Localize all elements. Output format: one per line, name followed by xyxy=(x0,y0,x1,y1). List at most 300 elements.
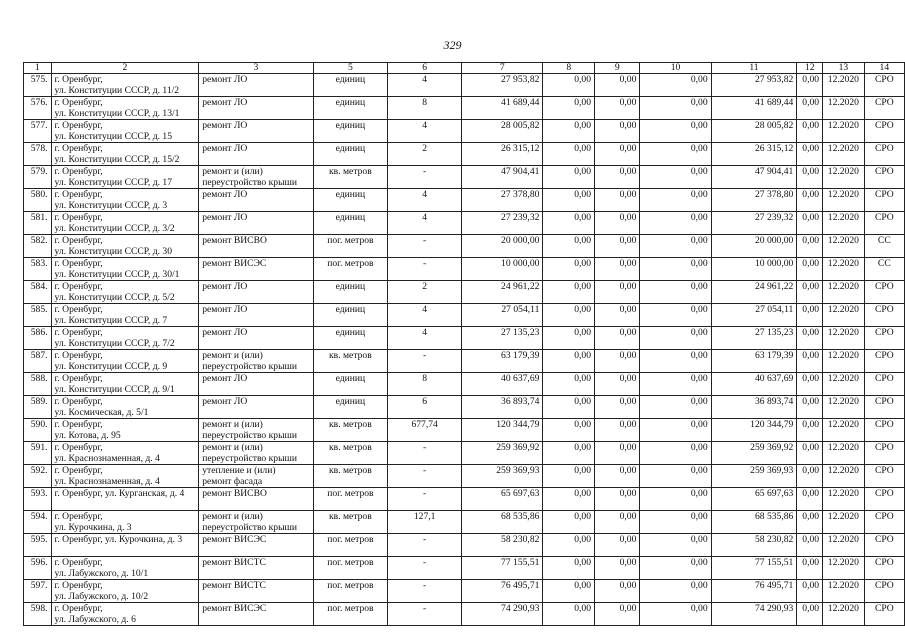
address-line-2: ул. Конституции СССР, д. 30 xyxy=(54,246,172,257)
address-line-1: г. Оренбург, xyxy=(54,396,103,407)
col8-cell: 0,00 xyxy=(543,235,595,258)
address-line-2: ул. Лабужского, д. 6 xyxy=(54,614,136,625)
row-number: 576. xyxy=(24,97,52,120)
completion-date-cell: 12.2020 xyxy=(823,327,865,350)
unit-cell: единиц xyxy=(313,281,387,304)
work-line-2: переустройство крыши xyxy=(202,430,298,441)
col11-cell: 65 697,63 xyxy=(711,488,797,511)
funding-source-cell: СРО xyxy=(864,373,904,396)
col9-cell: 0,00 xyxy=(595,603,640,626)
table-row xyxy=(24,465,905,488)
row-number: 578. xyxy=(24,143,52,166)
unit-cell: кв. метров xyxy=(313,350,387,373)
col12-cell: 0,00 xyxy=(797,97,823,120)
table-body xyxy=(24,63,905,626)
unit-cell: пог. метров xyxy=(313,580,387,603)
work-line-1: ремонт ВИСВО xyxy=(202,235,267,246)
completion-date-cell: 12.2020 xyxy=(823,258,865,281)
address-line-2: ул. Котова, д. 95 xyxy=(54,430,121,441)
col9-cell: 0,00 xyxy=(595,120,640,143)
column-number-header: 7 xyxy=(462,63,543,74)
col8-cell: 0,00 xyxy=(543,350,595,373)
row-number: 589. xyxy=(24,396,52,419)
work-line-2: ремонт фасада xyxy=(202,476,263,487)
total-cost-cell: 10 000,00 xyxy=(462,258,543,281)
row-number: 590. xyxy=(24,419,52,442)
col11-cell: 74 290,93 xyxy=(711,603,797,626)
unit-cell: кв. метров xyxy=(313,166,387,189)
funding-source-cell: СРО xyxy=(864,580,904,603)
funding-source-cell: СРО xyxy=(864,189,904,212)
address-cell xyxy=(51,442,199,465)
address-line-2: ул. Конституции СССР, д. 11/2 xyxy=(54,85,180,96)
work-line-1: ремонт ЛО xyxy=(202,212,248,223)
column-number-header: 11 xyxy=(711,63,797,74)
table-row xyxy=(24,120,905,143)
col9-cell: 0,00 xyxy=(595,373,640,396)
col10-cell: 0,00 xyxy=(640,304,711,327)
col10-cell: 0,00 xyxy=(640,419,711,442)
completion-date-cell: 12.2020 xyxy=(823,580,865,603)
table-row xyxy=(24,557,905,580)
row-number: 583. xyxy=(24,258,52,281)
column-number-header: 1 xyxy=(24,63,52,74)
col11-cell: 259 369,93 xyxy=(711,465,797,488)
address-cell xyxy=(51,327,199,350)
col11-cell: 36 893,74 xyxy=(711,396,797,419)
col8-cell: 0,00 xyxy=(543,419,595,442)
col11-cell: 76 495,71 xyxy=(711,580,797,603)
work-type-cell xyxy=(199,189,313,212)
address-cell xyxy=(51,534,199,557)
row-number: 585. xyxy=(24,304,52,327)
col9-cell: 0,00 xyxy=(595,212,640,235)
col9-cell: 0,00 xyxy=(595,511,640,534)
col11-cell: 63 179,39 xyxy=(711,350,797,373)
funding-source-cell: СРО xyxy=(864,143,904,166)
quantity-cell: - xyxy=(388,350,462,373)
work-type-cell xyxy=(199,350,313,373)
col9-cell: 0,00 xyxy=(595,534,640,557)
address-line-2: ул. Лабужского, д. 10/1 xyxy=(54,568,149,579)
col10-cell: 0,00 xyxy=(640,120,711,143)
col12-cell: 0,00 xyxy=(797,396,823,419)
col9-cell: 0,00 xyxy=(595,465,640,488)
unit-cell: единиц xyxy=(313,373,387,396)
total-cost-cell: 65 697,63 xyxy=(462,488,543,511)
col12-cell: 0,00 xyxy=(797,166,823,189)
completion-date-cell: 12.2020 xyxy=(823,304,865,327)
funding-source-cell: СРО xyxy=(864,74,904,97)
quantity-cell: 4 xyxy=(388,304,462,327)
row-number: 596. xyxy=(24,557,52,580)
col11-cell: 259 369,92 xyxy=(711,442,797,465)
row-number: 595. xyxy=(24,534,52,557)
work-type-cell xyxy=(199,235,313,258)
table-row xyxy=(24,97,905,120)
completion-date-cell: 12.2020 xyxy=(823,511,865,534)
total-cost-cell: 68 535,86 xyxy=(462,511,543,534)
work-type-cell xyxy=(199,143,313,166)
col11-cell: 77 155,51 xyxy=(711,557,797,580)
funding-source-cell: СРО xyxy=(864,304,904,327)
col12-cell: 0,00 xyxy=(797,580,823,603)
col10-cell: 0,00 xyxy=(640,97,711,120)
completion-date-cell: 12.2020 xyxy=(823,281,865,304)
total-cost-cell: 24 961,22 xyxy=(462,281,543,304)
col8-cell: 0,00 xyxy=(543,511,595,534)
work-type-cell xyxy=(199,74,313,97)
unit-cell: кв. метров xyxy=(313,419,387,442)
funding-source-cell: СРО xyxy=(864,511,904,534)
row-number: 586. xyxy=(24,327,52,350)
address-cell xyxy=(51,212,199,235)
work-line-2: переустройство крыши xyxy=(202,522,298,533)
col8-cell: 0,00 xyxy=(543,396,595,419)
col8-cell: 0,00 xyxy=(543,212,595,235)
address-line-1: г. Оренбург, xyxy=(54,74,103,85)
row-number: 591. xyxy=(24,442,52,465)
table-row xyxy=(24,511,905,534)
address-line-2: ул. Космическая, д. 5/1 xyxy=(54,407,149,418)
total-cost-cell: 27 239,32 xyxy=(462,212,543,235)
work-line-1: ремонт и (или) xyxy=(202,442,263,453)
col9-cell: 0,00 xyxy=(595,74,640,97)
quantity-cell: - xyxy=(388,166,462,189)
work-line-1: ремонт ЛО xyxy=(202,189,248,200)
address-line-1: г. Оренбург, xyxy=(54,120,103,131)
address-line-1: г. Оренбург, xyxy=(54,465,103,476)
col12-cell: 0,00 xyxy=(797,281,823,304)
quantity-cell: 4 xyxy=(388,327,462,350)
funding-source-cell: СРО xyxy=(864,212,904,235)
col8-cell: 0,00 xyxy=(543,189,595,212)
total-cost-cell: 40 637,69 xyxy=(462,373,543,396)
address-line-1: г. Оренбург, ул. Курганская, д. 4 xyxy=(54,488,185,499)
col10-cell: 0,00 xyxy=(640,327,711,350)
completion-date-cell: 12.2020 xyxy=(823,74,865,97)
address-cell xyxy=(51,580,199,603)
funding-source-cell: СРО xyxy=(864,442,904,465)
table-row xyxy=(24,603,905,626)
work-type-cell xyxy=(199,534,313,557)
funding-source-cell: СРО xyxy=(864,419,904,442)
col10-cell: 0,00 xyxy=(640,511,711,534)
unit-cell: пог. метров xyxy=(313,603,387,626)
table-row xyxy=(24,488,905,511)
col12-cell: 0,00 xyxy=(797,350,823,373)
col11-cell: 68 535,86 xyxy=(711,511,797,534)
address-line-2: ул. Конституции СССР, д. 13/1 xyxy=(54,108,180,119)
col8-cell: 0,00 xyxy=(543,442,595,465)
address-cell xyxy=(51,189,199,212)
col9-cell: 0,00 xyxy=(595,488,640,511)
quantity-cell: 4 xyxy=(388,189,462,212)
completion-date-cell: 12.2020 xyxy=(823,603,865,626)
col10-cell: 0,00 xyxy=(640,557,711,580)
quantity-cell: - xyxy=(388,580,462,603)
table-row xyxy=(24,74,905,97)
col9-cell: 0,00 xyxy=(595,189,640,212)
unit-cell: пог. метров xyxy=(313,557,387,580)
row-number: 592. xyxy=(24,465,52,488)
quantity-cell: 4 xyxy=(388,120,462,143)
work-line-1: ремонт и (или) xyxy=(202,511,263,522)
col8-cell: 0,00 xyxy=(543,603,595,626)
work-line-1: ремонт ЛО xyxy=(202,74,248,85)
address-cell xyxy=(51,557,199,580)
quantity-cell: 127,1 xyxy=(388,511,462,534)
col12-cell: 0,00 xyxy=(797,258,823,281)
total-cost-cell: 41 689,44 xyxy=(462,97,543,120)
unit-cell: единиц xyxy=(313,97,387,120)
col9-cell: 0,00 xyxy=(595,557,640,580)
total-cost-cell: 120 344,79 xyxy=(462,419,543,442)
address-line-2: ул. Краснознаменная, д. 4 xyxy=(54,476,160,487)
address-line-1: г. Оренбург, xyxy=(54,557,103,568)
col12-cell: 0,00 xyxy=(797,327,823,350)
col10-cell: 0,00 xyxy=(640,74,711,97)
column-number-header: 6 xyxy=(388,63,462,74)
col10-cell: 0,00 xyxy=(640,580,711,603)
work-line-1: ремонт и (или) xyxy=(202,350,263,361)
address-line-2: ул. Конституции СССР, д. 3/2 xyxy=(54,223,175,234)
total-cost-cell: 259 369,93 xyxy=(462,465,543,488)
col12-cell: 0,00 xyxy=(797,143,823,166)
column-number-row xyxy=(24,63,905,74)
quantity-cell: 2 xyxy=(388,281,462,304)
work-line-2: переустройство крыши xyxy=(202,361,298,372)
work-type-cell xyxy=(199,603,313,626)
col8-cell: 0,00 xyxy=(543,488,595,511)
total-cost-cell: 26 315,12 xyxy=(462,143,543,166)
table-row xyxy=(24,258,905,281)
work-type-cell xyxy=(199,557,313,580)
column-number-header: 3 xyxy=(199,63,313,74)
col10-cell: 0,00 xyxy=(640,189,711,212)
table-row xyxy=(24,396,905,419)
col9-cell: 0,00 xyxy=(595,396,640,419)
col9-cell: 0,00 xyxy=(595,258,640,281)
quantity-cell: 677,74 xyxy=(388,419,462,442)
address-line-1: г. Оренбург, xyxy=(54,327,103,338)
col11-cell: 20 000,00 xyxy=(711,235,797,258)
table-row xyxy=(24,235,905,258)
col8-cell: 0,00 xyxy=(543,143,595,166)
col9-cell: 0,00 xyxy=(595,304,640,327)
work-line-1: ремонт и (или) xyxy=(202,166,263,177)
unit-cell: единиц xyxy=(313,74,387,97)
address-cell xyxy=(51,396,199,419)
quantity-cell: - xyxy=(388,258,462,281)
col10-cell: 0,00 xyxy=(640,442,711,465)
completion-date-cell: 12.2020 xyxy=(823,442,865,465)
address-cell xyxy=(51,511,199,534)
unit-cell: кв. метров xyxy=(313,442,387,465)
col11-cell: 27 239,32 xyxy=(711,212,797,235)
work-line-1: утепление и (или) xyxy=(202,465,276,476)
work-type-cell xyxy=(199,212,313,235)
col12-cell: 0,00 xyxy=(797,534,823,557)
address-cell xyxy=(51,603,199,626)
completion-date-cell: 12.2020 xyxy=(823,189,865,212)
quantity-cell: - xyxy=(388,603,462,626)
quantity-cell: 6 xyxy=(388,396,462,419)
quantity-cell: - xyxy=(388,488,462,511)
table-row xyxy=(24,350,905,373)
address-line-2: ул. Курочкина, д. 3 xyxy=(54,522,132,533)
column-number-header: 10 xyxy=(640,63,711,74)
address-cell xyxy=(51,304,199,327)
col8-cell: 0,00 xyxy=(543,327,595,350)
total-cost-cell: 27 953,82 xyxy=(462,74,543,97)
col9-cell: 0,00 xyxy=(595,327,640,350)
address-cell xyxy=(51,258,199,281)
address-line-2: ул. Конституции СССР, д. 7/2 xyxy=(54,338,175,349)
address-line-2: ул. Конституции СССР, д. 5/2 xyxy=(54,292,175,303)
address-line-1: г. Оренбург, xyxy=(54,304,103,315)
table-row xyxy=(24,212,905,235)
completion-date-cell: 12.2020 xyxy=(823,143,865,166)
address-line-1: г. Оренбург, xyxy=(54,258,103,269)
col12-cell: 0,00 xyxy=(797,603,823,626)
col11-cell: 47 904,41 xyxy=(711,166,797,189)
quantity-cell: - xyxy=(388,442,462,465)
address-cell xyxy=(51,465,199,488)
table-row xyxy=(24,580,905,603)
work-line-1: ремонт ЛО xyxy=(202,304,248,315)
column-number-header: 14 xyxy=(864,63,904,74)
work-type-cell xyxy=(199,488,313,511)
work-line-1: ремонт ЛО xyxy=(202,143,248,154)
address-cell xyxy=(51,166,199,189)
column-number-header: 12 xyxy=(797,63,823,74)
col12-cell: 0,00 xyxy=(797,511,823,534)
col10-cell: 0,00 xyxy=(640,488,711,511)
work-line-1: ремонт ВИСТС xyxy=(202,580,266,591)
address-line-1: г. Оренбург, xyxy=(54,166,103,177)
col8-cell: 0,00 xyxy=(543,534,595,557)
unit-cell: пог. метров xyxy=(313,235,387,258)
unit-cell: единиц xyxy=(313,189,387,212)
total-cost-cell: 76 495,71 xyxy=(462,580,543,603)
address-line-2: ул. Конституции СССР, д. 30/1 xyxy=(54,269,180,280)
table-row xyxy=(24,166,905,189)
col10-cell: 0,00 xyxy=(640,212,711,235)
col8-cell: 0,00 xyxy=(543,304,595,327)
address-line-2: ул. Лабужского, д. 10/2 xyxy=(54,591,149,602)
total-cost-cell: 63 179,39 xyxy=(462,350,543,373)
col8-cell: 0,00 xyxy=(543,166,595,189)
work-line-1: ремонт ЛО xyxy=(202,373,248,384)
row-number: 575. xyxy=(24,74,52,97)
address-line-1: г. Оренбург, xyxy=(54,511,103,522)
unit-cell: единиц xyxy=(313,327,387,350)
address-line-1: г. Оренбург, xyxy=(54,143,103,154)
address-line-2: ул. Конституции СССР, д. 17 xyxy=(54,177,172,188)
table-row xyxy=(24,189,905,212)
col8-cell: 0,00 xyxy=(543,97,595,120)
total-cost-cell: 27 135,23 xyxy=(462,327,543,350)
col12-cell: 0,00 xyxy=(797,373,823,396)
funding-source-cell: СС xyxy=(864,258,904,281)
completion-date-cell: 12.2020 xyxy=(823,235,865,258)
row-number: 594. xyxy=(24,511,52,534)
col9-cell: 0,00 xyxy=(595,350,640,373)
row-number: 580. xyxy=(24,189,52,212)
address-line-2: ул. Конституции СССР, д. 15 xyxy=(54,131,172,142)
address-cell xyxy=(51,281,199,304)
row-number: 588. xyxy=(24,373,52,396)
address-line-1: г. Оренбург, xyxy=(54,212,103,223)
table-row xyxy=(24,304,905,327)
completion-date-cell: 12.2020 xyxy=(823,373,865,396)
col10-cell: 0,00 xyxy=(640,143,711,166)
col8-cell: 0,00 xyxy=(543,557,595,580)
total-cost-cell: 77 155,51 xyxy=(462,557,543,580)
address-line-1: г. Оренбург, xyxy=(54,373,103,384)
address-cell xyxy=(51,74,199,97)
work-type-cell xyxy=(199,304,313,327)
quantity-cell: - xyxy=(388,534,462,557)
col11-cell: 120 344,79 xyxy=(711,419,797,442)
col10-cell: 0,00 xyxy=(640,603,711,626)
row-number: 584. xyxy=(24,281,52,304)
address-cell xyxy=(51,120,199,143)
address-line-1: г. Оренбург, xyxy=(54,419,103,430)
quantity-cell: 4 xyxy=(388,212,462,235)
address-cell xyxy=(51,143,199,166)
completion-date-cell: 12.2020 xyxy=(823,166,865,189)
funding-source-cell: СРО xyxy=(864,557,904,580)
table-row xyxy=(24,143,905,166)
completion-date-cell: 12.2020 xyxy=(823,534,865,557)
work-type-cell xyxy=(199,373,313,396)
work-type-cell xyxy=(199,419,313,442)
page-number: 329 xyxy=(443,38,462,52)
work-type-cell xyxy=(199,120,313,143)
col8-cell: 0,00 xyxy=(543,258,595,281)
address-line-1: г. Оренбург, ул. Курочкина, д. 3 xyxy=(54,534,183,545)
col10-cell: 0,00 xyxy=(640,281,711,304)
work-type-cell xyxy=(199,442,313,465)
work-line-1: ремонт и (или) xyxy=(202,419,263,430)
total-cost-cell: 74 290,93 xyxy=(462,603,543,626)
table-row xyxy=(24,442,905,465)
work-line-1: ремонт ЛО xyxy=(202,281,248,292)
address-line-1: г. Оренбург, xyxy=(54,235,103,246)
address-line-2: ул. Конституции СССР, д. 9/1 xyxy=(54,384,175,395)
funding-source-cell: СРО xyxy=(864,97,904,120)
col11-cell: 26 315,12 xyxy=(711,143,797,166)
address-line-2: ул. Конституции СССР, д. 15/2 xyxy=(54,154,180,165)
work-type-cell xyxy=(199,327,313,350)
total-cost-cell: 47 904,41 xyxy=(462,166,543,189)
col10-cell: 0,00 xyxy=(640,465,711,488)
work-line-1: ремонт ЛО xyxy=(202,120,248,131)
work-type-cell xyxy=(199,511,313,534)
funding-source-cell: СРО xyxy=(864,350,904,373)
col12-cell: 0,00 xyxy=(797,189,823,212)
col10-cell: 0,00 xyxy=(640,258,711,281)
address-line-2: ул. Конституции СССР, д. 9 xyxy=(54,361,168,372)
table-row xyxy=(24,373,905,396)
address-line-1: г. Оренбург, xyxy=(54,580,103,591)
work-line-1: ремонт ЛО xyxy=(202,97,248,108)
column-number-header: 13 xyxy=(823,63,865,74)
funding-source-cell: СРО xyxy=(864,465,904,488)
row-number: 582. xyxy=(24,235,52,258)
